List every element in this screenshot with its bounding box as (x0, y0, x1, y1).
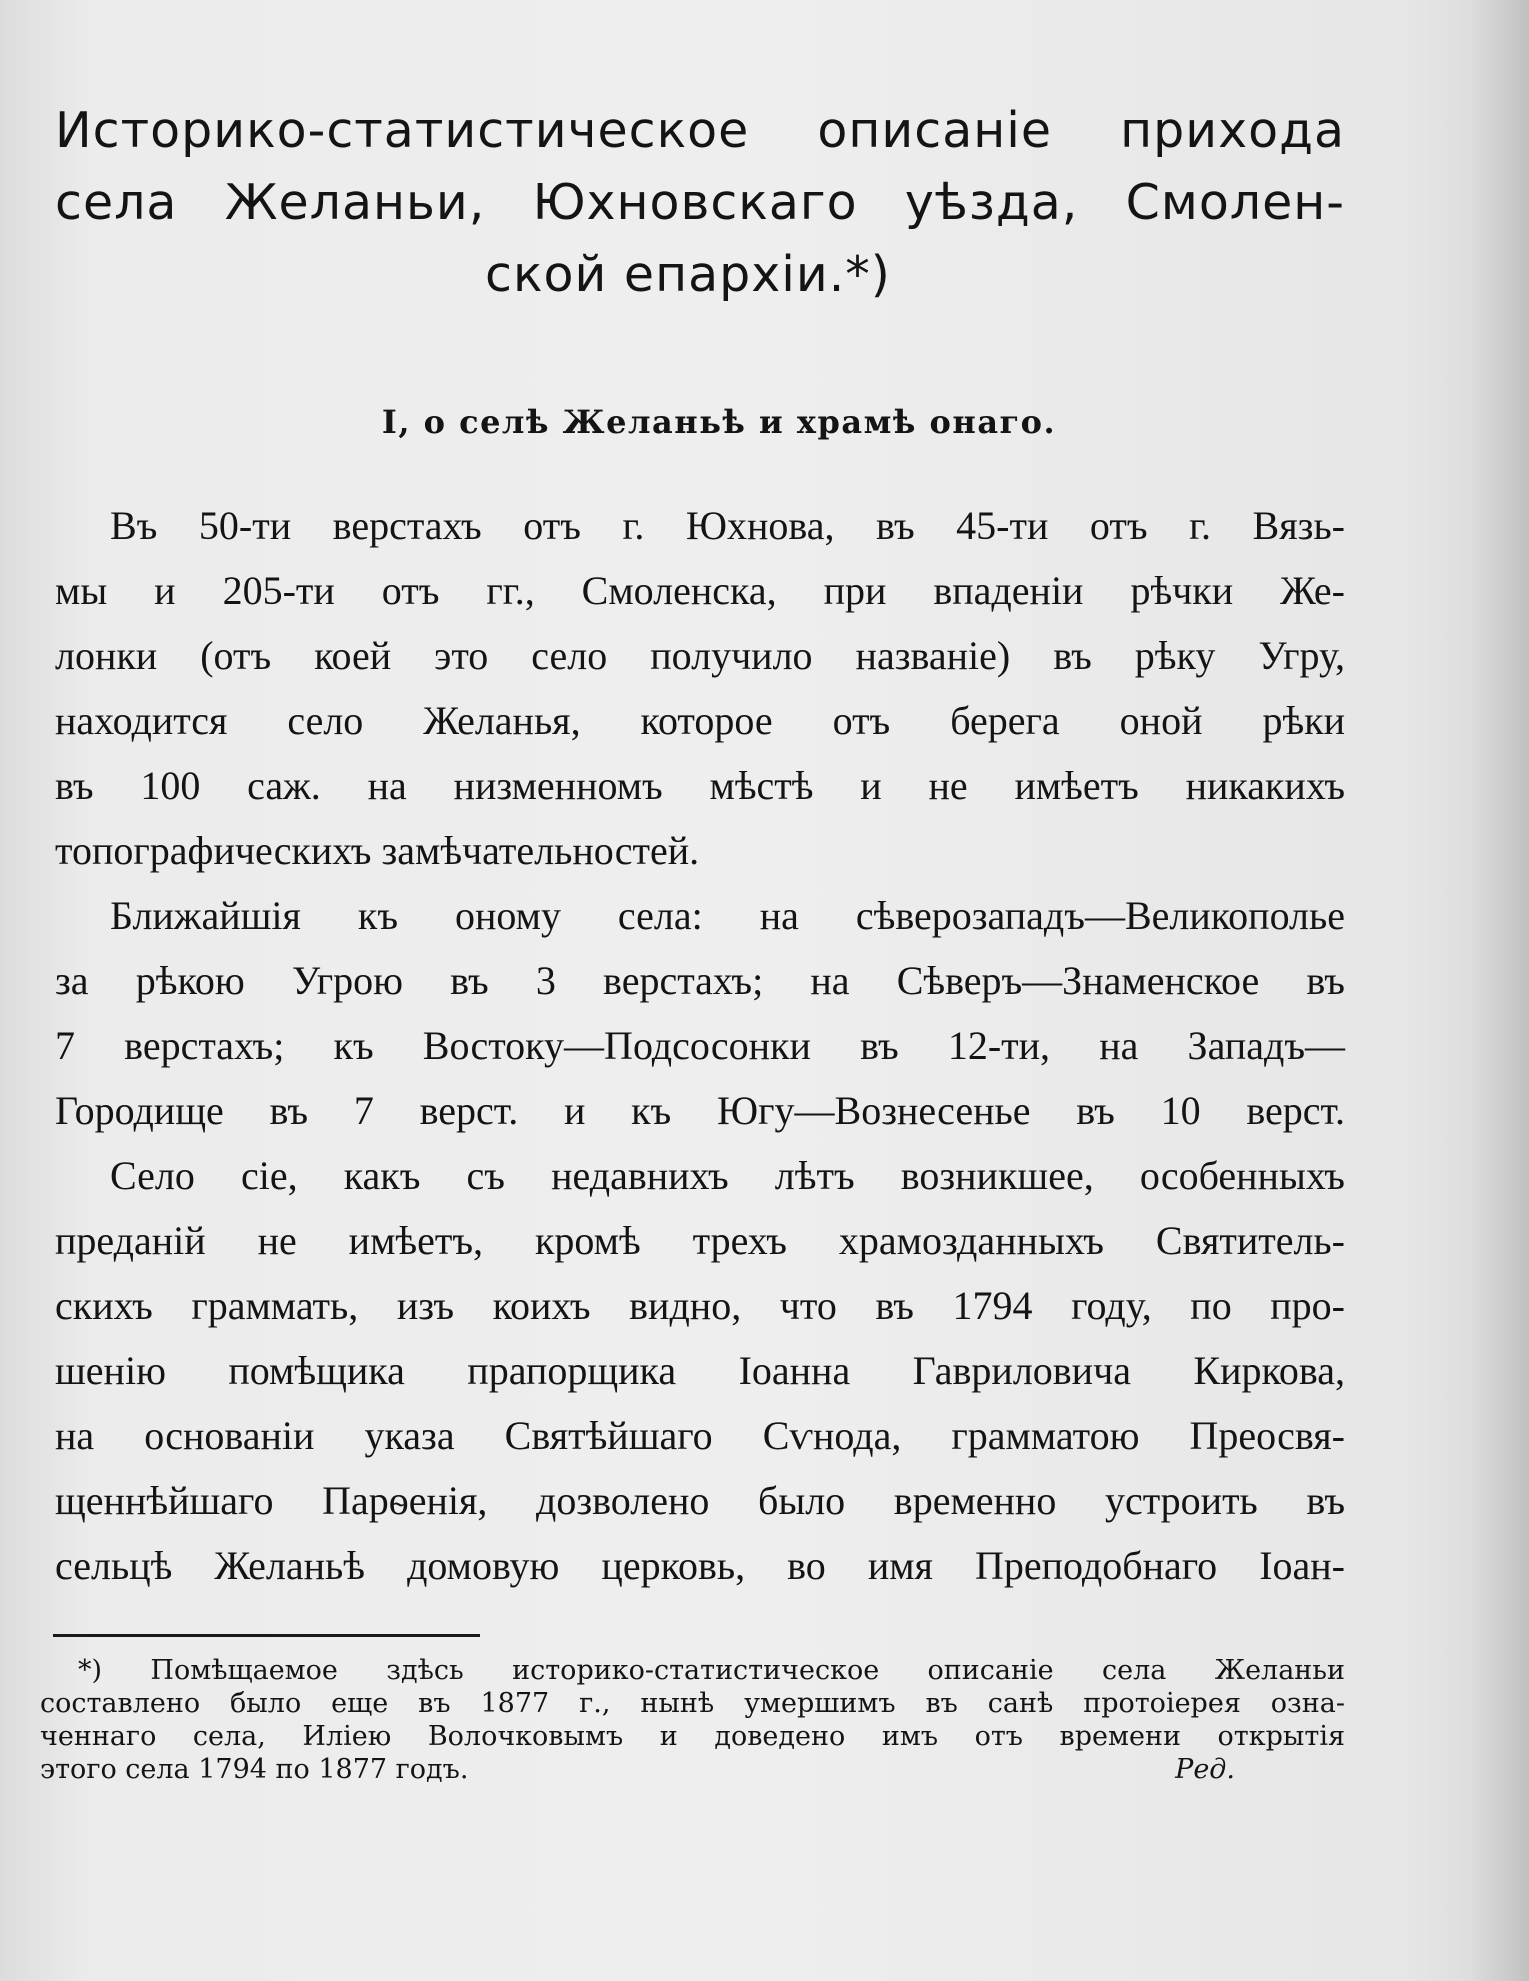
body-text (55, 493, 1345, 1598)
text-line: щеннѣйшаго Парѳенія, дозволено было временно устроить въ (55, 1478, 1345, 1523)
footnote-line: *) Помѣщаемое здѣсь историко-статистическое описаніе села Желаньи (78, 1655, 1345, 1686)
footnote-line-last (40, 1753, 1345, 1786)
page-edge-shadow (1469, 0, 1529, 1981)
text-line: въ 100 саж. на низменномъ мѣстѣ и не имѣетъ никакихъ (55, 763, 1345, 808)
text-line: находится село Желанья, которое отъ берега оной рѣки (55, 698, 1345, 743)
editor-signature: Ред. (1175, 1754, 1235, 1785)
title-line: Историко-статистическое описаніе прихода (55, 102, 1345, 159)
text-line: преданій не имѣетъ, кромѣ трехъ храмозданныхъ Святитель- (55, 1218, 1345, 1263)
footnote-divider (53, 1634, 480, 1637)
text-line: шенію помѣщика прапорщика Іоанна Гавриловича Киркова, (55, 1348, 1345, 1393)
text-line: мы и 205-ти отъ гг., Смоленска, при впаденіи рѣчки Же- (55, 568, 1345, 613)
text-line: Ближайшія къ оному села: на сѣверозападъ—Великополье (110, 893, 1345, 938)
title-line: ской епархіи.*) (485, 246, 891, 303)
text-line: Село сіе, какъ съ недавнихъ лѣтъ возникшее, особенныхъ (110, 1153, 1345, 1198)
text-line: на основаніи указа Святѣйшаго Сѵнода, грамматою Преосвя- (55, 1413, 1345, 1458)
text-line: топографическихъ замѣчательностей. (55, 828, 700, 873)
text-line: 7 верстахъ; къ Востоку—Подсосонки въ 12-ти, на Западъ— (55, 1023, 1345, 1068)
footnote-line: составлено было еще въ 1877 г., нынѣ умершимъ въ санѣ протоіерея озна- (40, 1688, 1345, 1719)
footnote-line: ченнаго села, Иліею Волочковымъ и доведено имъ отъ времени открытія (40, 1721, 1345, 1752)
footnote-line: этого села 1794 по 1877 годъ. (40, 1754, 469, 1785)
text-line: сельцѣ Желаньѣ домовую церковь, во имя Преподобнаго Іоан- (55, 1543, 1345, 1588)
footnote (40, 1654, 1345, 1786)
text-line: Городище въ 7 верст. и къ Югу—Вознесенье въ 10 верст. (55, 1088, 1345, 1133)
text-line: скихъ граммать, изъ коихъ видно, что въ 1794 году, по про- (55, 1283, 1345, 1328)
title-line: села Желаньи, Юхновскаго уѣзда, Смолен- (55, 174, 1345, 231)
text-line: лонки (отъ коей это село получило названіе) въ рѣку Угру, (55, 633, 1345, 678)
text-line: Въ 50-ти верстахъ отъ г. Юхнова, въ 45-ти отъ г. Вязь- (110, 503, 1345, 548)
text-line: за рѣкою Угрою въ 3 верстахъ; на Сѣверъ—Знаменское въ (55, 958, 1345, 1003)
article-title (55, 95, 1345, 311)
section-heading: I, о селѣ Желаньѣ и храмѣ онаго. (381, 403, 1057, 441)
